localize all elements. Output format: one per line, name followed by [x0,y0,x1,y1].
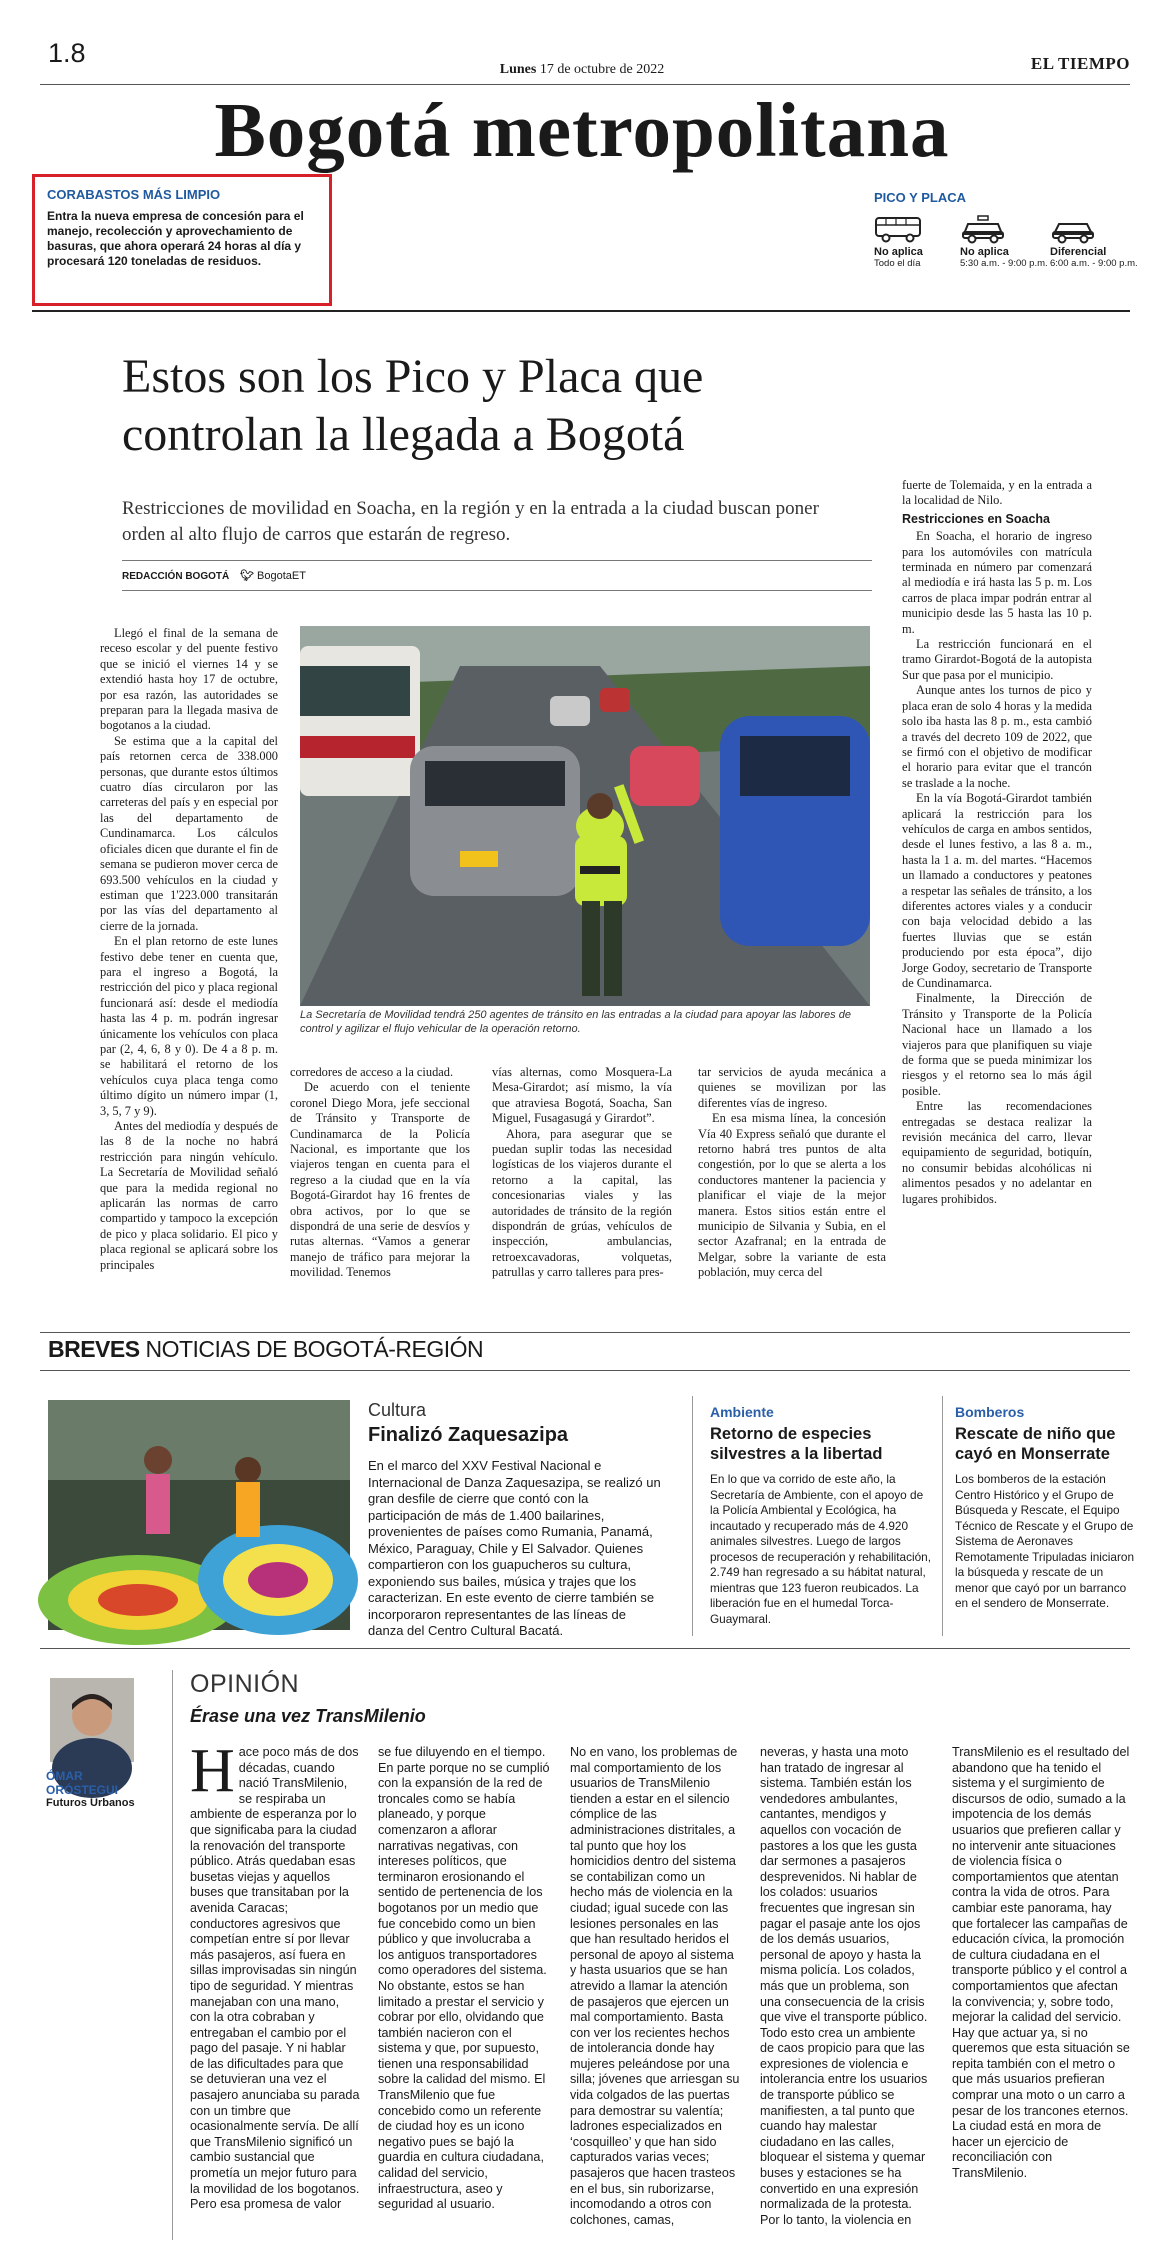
paragraph: Aunque antes los turnos de pico y placa eran de solo 4 horas y la medida solo iba hasta las 8 p. m., esta cambió a través del decreto 109 de 2022, que se firmó con el objetivo de modificar el horario para evitar que el trancón se traslade a la noche. [902,683,1092,790]
breve-2-title[interactable]: Retorno de especies silvestres a la libertad [710,1425,883,1463]
taxi-hours: 5:30 a.m. - 9:00 p.m. [960,258,1048,269]
opinion-author [46,1769,156,1797]
newspaper-brand: EL TIEMPO [1030,54,1130,73]
paragraph: corredores de acceso a la ciudad. [290,1065,454,1079]
breves-divider [40,1370,1130,1371]
paragraph: De acuerdo con el teniente coronel Diego Mora, jefe seccional de Tránsito y Transporte de Cundinamarca de la Policía Nacional, es importante que los viajeros tengan en cuenta para el regreso a la ciudad que en la vía Bogotá-Girardot hay 16 frentes de obra activos, por lo que se dispondrá de una serie de desvíos y rutas alternas. “Vamos a generar manejo de tráfico para mejorar la movilidad. Tenemos [290,1080,470,1280]
paragraph: tar servicios de ayuda mecánica a quienes se movilizan por las diferentes vías de ingreso. [698,1065,886,1110]
taxi-icon [960,214,1006,244]
paragraph: La restricción funcionará en el tramo Girardot-Bogotá de la autopista Sur que pasa por el municipio. [902,637,1092,682]
paragraph: En Soacha, el horario de ingreso para los automóviles con matrícula terminada en número par comenzará al mediodía e irá hasta las 5 p. m. Los carros de placa impar podrán entrar al municipio desde las 5 hasta las 10 p. m. [902,529,1092,636]
header-divider [32,310,1130,312]
byline-handle[interactable] [240,569,306,582]
paragraph: ace poco más de dos décadas, cuando nació TransMilenio, se respiraba un ambiente de esperanza por lo que significaba para la ciudad la renovación del transporte público. Atrás quedaban esas busetas viejas y aquellos buses que transitaban por la avenida Caracas; conductores agresivos que competían entre sí por llevar más pasajeros, así fuera en sillas improvisadas sin ningún tipo de seguridad. Y mientras manejaban con una mano, con la otra cobraban y entregaban el cambio por el pago del pasaje. Y ni hablar de las dificultades para que se detuvieran una vez el pasajero anunciaba su parada con un timbre que ocasionalmente servía. De allí que TransMilenio significó un cambio sustancial que prometía un mejor futuro para la movilidad de los bogotanos. Pero esa promesa de valor [190,1745,360,2212]
article-column-1 [100,626,278,1271]
paragraph: En el plan retorno de este lunes festivo debe tener en cuenta que, para el ingreso a Bogotá, la restricción del pico y placa regional funcionará así: desde el mediodía hasta las 4 p. m. podrán ingresar únicamente los vehículos con placa par (2, 4, 6, 8 y 0). De 4 a 8 p. m. se habilitará el retorno de los vehículos cuya placa tenga como último dígito un número impar (1, 3, 5, 7 y 9). [100,934,278,1118]
paragraph: vías alternas, como Mosquera-La Mesa-Girardot; así mismo, la vía que atraviesa Bogotá, Soacha, San Miguel, Fusagasugá y Girardot”. [492,1065,672,1126]
paragraph: En esa misma línea, la concesión Vía 40 Express señaló que durante el retorno habrá tres puntos de alta congestión, por lo que se alerta a los conductores mantener la paciencia y planificar el viaje de la mejor manera. Estos sitios están entre el municipio de Silvania y Subia, en el sector Azafranal; en la entrada de Melgar, sobre la variante de esta población, muy cerca del [698,1111,886,1280]
paragraph: Llegó el final de la semana de receso escolar y del puente festivo que se inició el viernes 14 y se extendió hasta hoy 17 de octubre, por esa razón, las autoridades se preparan para la llegada masiva de bogotanos a la ciudad. [100,626,278,733]
article-column-2 [290,1065,470,1280]
bus-status: No aplica [874,246,923,258]
breve-1-title[interactable]: Finalizó Zaquesazipa [368,1424,569,1446]
promo-text: Entra la nueva empresa de concesión para el manejo, recolección y aprovechamiento de basuras, que ahora operará 24 horas al día y procesará 120 toneladas de residuos. [47,209,304,268]
author-portrait [50,1678,134,1762]
breve-3-category: Bomberos [955,1404,1025,1420]
paragraph: fuerte de Tolemaida, y en la entrada a la localidad de Nilo. [902,478,1092,508]
publication-date [0,62,1164,78]
breves-column-divider [692,1396,693,1636]
pico-placa-title: PICO Y PLACA [874,190,966,205]
author-column-name: Futuros Urbanos [46,1797,135,1809]
breve-1-text: En el marco del XXV Festival Nacional e Internacional de Danza Zaquesazipa, se realizó un gran desfile de cierre que contó con la participación de más de 1.400 bailarines, provenientes de países como Rumania, Panamá, México, Paraguay, Chile y El Salvador. Quienes compartieron con los guapucheros su cultura, exponiendo sus bailes, música y trajes que los caracterizan. En este evento de cierre también se incorporaron representantes de las líneas de danza del Centro Cultural Bacatá. [368,1458,661,1638]
article-headline[interactable] [122,348,902,464]
dance-photo [48,1400,350,1630]
byline-divider-bottom [122,590,872,591]
article-photo [300,626,870,1006]
subhead: Restricciones en Soacha [902,511,1050,526]
article-column-4 [698,1065,886,1280]
page-number: 1.8 [48,38,86,68]
breves-label-rest: NOTICIAS DE BOGOTÁ-REGIÓN [145,1336,484,1362]
paragraph: Antes del mediodía y después de las 8 de la noche no habrá restricción para ningún vehículo. La Secretaría de Movilidad señaló que para la medida regional no aplicarán las normas de carro compartido y tampoco la excepción de pico y placa solidario. El pico y placa regional se aplicará sobre los principales [100,1119,278,1272]
promo-box[interactable] [32,174,332,306]
avatar [50,1678,134,1762]
pico-placa-taxi [960,214,1052,269]
opinion-column-1 [190,1737,360,2225]
bus-hours: Todo el día [874,258,921,269]
article-column-5 [902,478,1092,1273]
car-icon [1050,214,1096,244]
opinion-title[interactable]: Érase una vez TransMilenio [190,1706,426,1726]
photo-caption: La Secretaría de Movilidad tendrá 250 agentes de tránsito en las entradas a la ciudad para apoyar las labores de control y agilizar el flujo vehicular de la operación retorno. [300,1009,851,1035]
date-text: 17 de octubre de 2022 [539,62,665,77]
paragraph: neveras, y hasta una moto han tratado de ingresar al sistema. También están los vendedores ambulantes, cantantes, mendigos y aquellos con vocación de pastores a los que les gusta dar sermones a pasajeros desprevenidos. Ni hablar de los colados: usuarios frecuentes que ingresan sin pagar el pasaje ante los ojos de los demás usuarios, personal de apoyo y hasta la misma policía. Los colados, más que un problema, son una consecuencia de la crisis que vive el transporte público. Todo esto crea un ambiente de caos propicio para que las expresiones de violencia e intolerancia entre los usuarios de transporte público se manifiesten, a tal punto que cuando hay malestar ciudadano en las calles, bloquear el sistema y quemar buses y estaciones se ha convertido en una expresión normalizada de la protesta. Por lo tanto, la violencia en [760,1745,928,2227]
dancers-photo [48,1400,350,1630]
paragraph: se fue diluyendo en el tiempo. En parte porque no se cumplió con la expansión de la red de troncales como se había planeado, y porque comenzaron a aflorar narrativas negativas, con intereses políticos, que terminaron erosionando el sentido de pertenencia de los bogotanos por un medio que fue concebido como un bien público y que involucraba a los antiguos transportadores como operadores del sistema. No obstante, estos se han limitado a prestar el servicio y cobrar por ello, olvidando que también nacieron con el sistema y que, por supuesto, tienen una responsabilidad sobre la calidad del mismo. El TransMilenio que fue concebido como un referente de ciudad hoy es un icono negativo pues se bajó la guardia en cultura ciudadana, calidad del servicio, infraestructura, aseo y seguridad al usuario. [378,1745,550,2212]
opinion-label: OPINIÓN [190,1670,300,1698]
breves-column-divider [942,1396,943,1636]
opinion-column-4 [760,1745,932,2225]
article-dek: Restricciones de movilidad en Soacha, en la región y en la entrada a la ciudad buscan poner orden al alto flujo de carros que estarán de regreso. [122,498,819,545]
breves-divider-bottom [40,1648,1130,1649]
date-day: Lunes [499,62,537,77]
bus-icon [874,214,924,244]
paragraph: TransMilenio es el resultado del abandono que ha tenido el sistema y el surgimiento de discursos de odio, sumado a la impotencia de los demás usuarios que prefieren callar y no intervenir ante situaciones de violencia física o comportamientos que atentan contra la vida de otros. Para cambiar este panorama, hay que fortalecer las campañas de educación cívica, la promoción de cultura ciudadana en el transporte público y el control a comportamientos que afectan la convivencia; y, sobre todo, mejorar la calidad del servicio. Hay que actuar ya, si no queremos que esta situación se repita también con el metro o que más usuarios prefieran comprar una moto o un carro a pesar de los trancones eternos. La ciudad está en mora de hacer un ejercicio de reconciliación con TransMilenio. [952,1745,1130,2181]
car-status: Diferencial [1050,246,1107,258]
author-first-name: ÓMAR [46,1769,83,1783]
paragraph: Entre las recomendaciones entregadas se destaca realizar la revisión mecánica del carro, llevar equipamiento de seguridad, botiquín, no consumir bebidas alcohólicas ni alimentos pesados y no adelantar en lugares prohibidos. [902,1099,1092,1206]
breve-3-text: Los bomberos de la estación Centro Histórico y el Grupo de Búsqueda y Rescate, el Equipo Técnico de Rescate y el Grupo de Sistema de Aeronaves Remotamente Tripuladas iniciaron la búsqueda y rescate de un menor que cayó por un barranco en el sendero de Monserrate. [955,1472,1135,1610]
breve-1-category: Cultura [368,1400,427,1420]
twitter-icon: 🐦︎ [240,570,254,582]
top-divider [40,84,1130,85]
car-hours: 6:00 a.m. - 9:00 p.m. [1050,258,1138,269]
article-byline: REDACCIÓN BOGOTÁ [122,571,230,582]
drop-cap: H [190,1737,235,1805]
article-column-3 [492,1065,672,1280]
section-title: Bogotá metropolitana [214,87,950,173]
pico-placa-bus [874,214,966,269]
breves-label [48,1336,483,1363]
opinion-column-3 [570,1745,742,2225]
opinion-column-2 [378,1745,550,2225]
pico-placa-car [1050,214,1142,269]
headline-line-1: Estos son los Pico y Placa que [122,350,704,403]
promo-heading: CORABASTOS MÁS LIMPIO [47,187,221,202]
breves-label-bold: BREVES [48,1336,140,1362]
byline-handle-text: BogotaET [257,570,306,582]
breve-2-category: Ambiente [710,1404,774,1420]
taxi-status: No aplica [960,246,1009,258]
paragraph: Se estima que a la capital del país retornen cerca de 338.000 personas, que durante estos últimos cuatro días circularon por las carreteras del país y en especial por las del departamento de Cundinamarca. Los cálculos oficiales dicen que durante el fin de semana se pudieron mover cerca de 693.500 vehículos en la ciudad y estiman que 1'223.000 transitarán por las vías del departamento al cierre de la jornada. [100,733,278,933]
headline-line-2: controlan la llegada a Bogotá [122,408,685,461]
breve-2-text: En lo que va corrido de este año, la Secretaría de Ambiente, con el apoyo de la Policía Ambiental y Ecológica, ha incautado y recuperado más de 4.920 animales silvestres. Luego de largos procesos de recuperación y rehabilitación, 2.749 han regresado a su hábitat natural, mientras que 123 fueron reubicados. La liberación fue en el humedal Torca-Guaymaral. [710,1472,931,1626]
opinion-divider [172,1670,173,2240]
paragraph: Ahora, para asegurar que se puedan suplir todas las necesidad logísticas de los viajeros durante el retorno a la capital, las concesionarias viales y las autoridades de tránsito de la región dispondrán de grúas, vehículos de inspección, ambulancias, retroexcavadoras, volquetas, patrullas y carro talleres para pres- [492,1126,672,1280]
paragraph: No en vano, los problemas de mal comportamiento de los usuarios de TransMilenio tienden a estar en el silencio cómplice de las administraciones distritales, a tal punto que hoy los homicidios dentro del sistema se contabilizan como un hecho más de violencia en la ciudad; igual sucede con las lesiones personales en las que han resultado heridos el personal de apoyo al sistema y hasta usuarios que se han atrevido a llamar la atención de pasajeros que ejercen un mal comportamiento. Basta con ver los recientes hechos de intolerancia donde hay mujeres peleándose por una silla; jóvenes que arriesgan su vida colgados de las puertas para demostrar su valentía; ladrones especializados en ‘cosquilleo’ y que han sido capturados varias veces; pasajeros que hacen trasteos en el bus, sin ruborizarse, incomodando a otros con colchones, camas, [570,1745,740,2227]
author-last-name: ORÓSTEGUI [46,1783,119,1797]
paragraph: Finalmente, la Dirección de Tránsito y Transporte de la Policía Nacional hace un llamado a los viajeros para que planifiquen su viaje de forma que se pueda minimizar los riesgos y el retorno sea lo más ágil posible. [902,991,1092,1098]
paragraph: En la vía Bogotá-Girardot también aplicará la restricción para los vehículos de carga en ambos sentidos, desde el lunes festivo, a las 8 a. m., hasta la 1 a. m. del martes. “Hacemos un llamado a conductores y peatones a respetar las señales de tránsito, a los diferentes actores viales y a conducir con baja velocidad debido a las fuertes lluvias que se están produciendo por esta época”, dijo Jorge Godoy, secretario de Transporte de Cundinamarca. [902,791,1092,990]
byline-divider-top [122,560,872,561]
opinion-column-5 [952,1745,1130,2225]
breves-divider-top [40,1332,1130,1333]
traffic-checkpoint-photo [300,626,870,1006]
breve-3-title[interactable]: Rescate de niño que cayó en Monserrate [955,1425,1116,1463]
